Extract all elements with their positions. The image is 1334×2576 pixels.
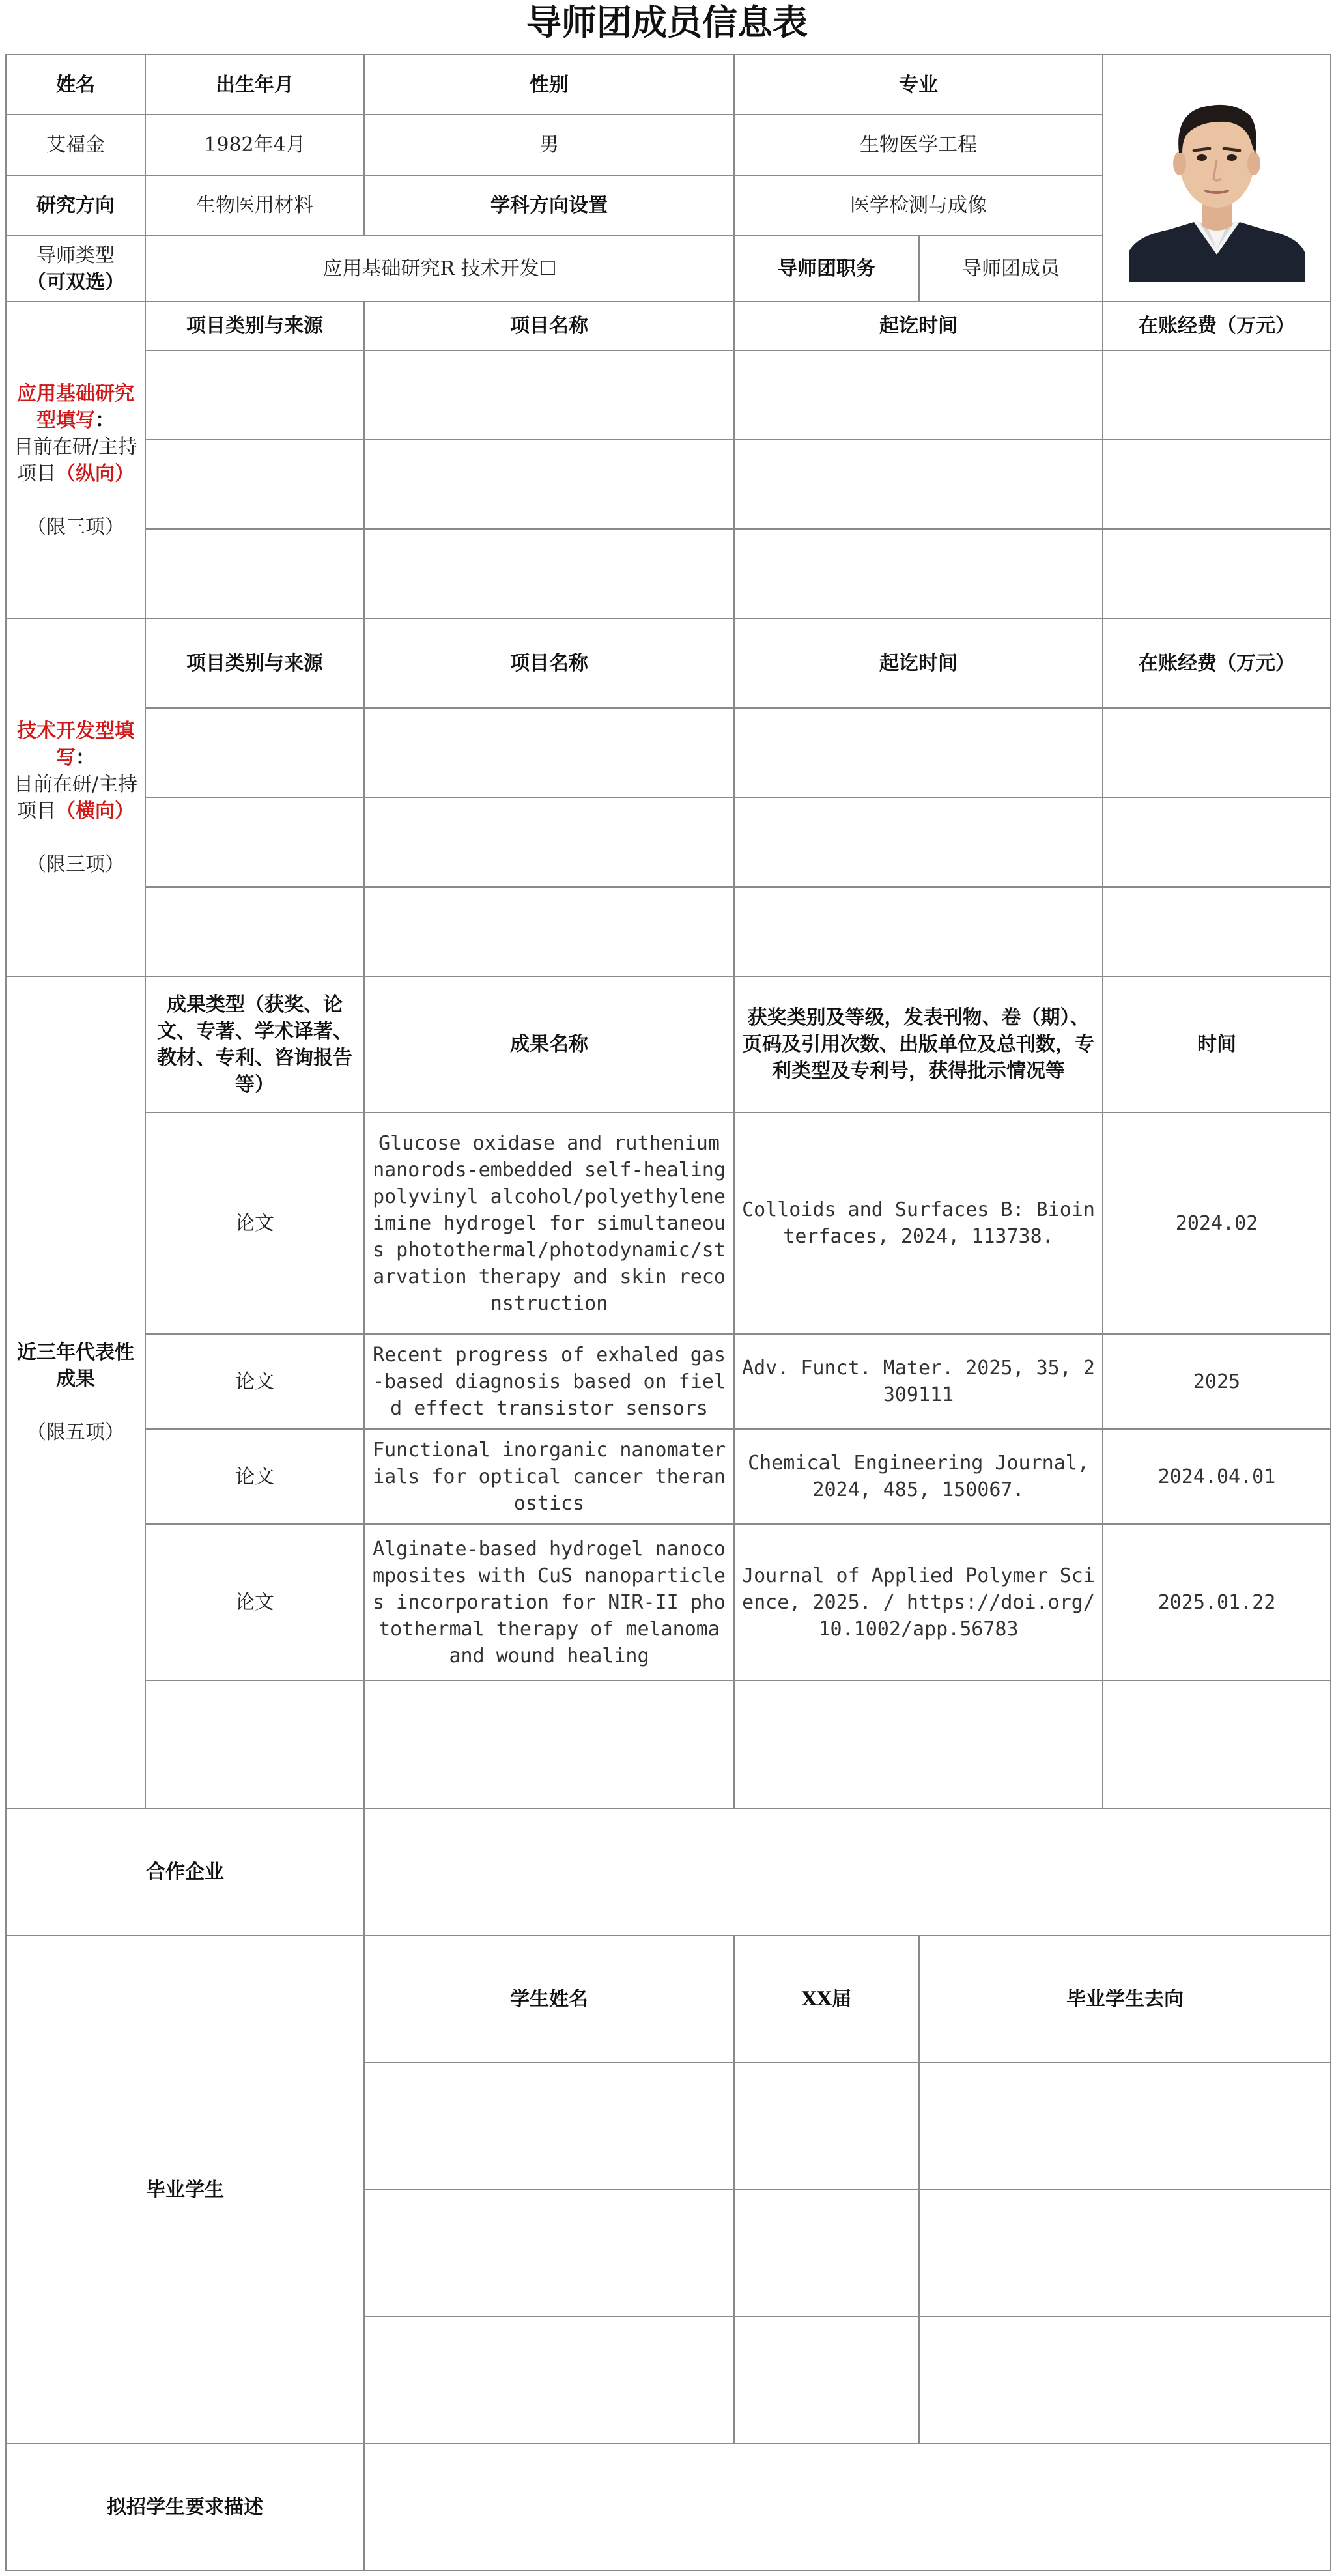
achievement-name: Functional inorganic nanomaterials for optical cancer theranostics: [364, 1429, 734, 1524]
table-row: [6, 1112, 1331, 1334]
tech-limit: （限三项）: [27, 853, 124, 876]
achievements-limit: （限五项）: [27, 1421, 124, 1444]
table-row: [6, 1429, 1331, 1524]
research-label: 研究方向: [6, 175, 145, 236]
gender-value: 男: [364, 115, 734, 175]
table-row: [6, 797, 1331, 887]
tech-label-red: 技术开发型填写: [17, 719, 134, 769]
tech-label-mid: 目前在研/主持项目: [13, 772, 138, 823]
table-row: [6, 529, 1331, 619]
achievement-name: Glucose oxidase and ruthenium nanorods-embedded self-healing polyvinyl alcohol/polyethylene imine hydrogel for simultaneous photothermal/photodynamic/starvation therapy and skin reconstruction: [364, 1112, 734, 1334]
avatar: [1129, 75, 1305, 282]
applied-header-period: 起讫时间: [734, 302, 1103, 350]
achievement-name: Recent progress of exhaled gas-based diagnosis based on field effect transistor sensors: [364, 1334, 734, 1429]
partner-label: 合作企业: [6, 1809, 364, 1936]
graduates-label: 毕业学生: [6, 1936, 364, 2444]
table-row: [6, 1680, 1331, 1809]
supervisor-type-label: [6, 236, 145, 302]
applied-label-direction: （纵向）: [56, 462, 134, 485]
name-label: 姓名: [6, 55, 145, 115]
achievements-title: 近三年代表性成果: [17, 1341, 134, 1391]
achievements-header-detail: 获奖类别及等级，发表刊物、卷（期）、页码及引用次数、出版单位及总刊数，专利类型及专利号，获得批示情况等: [734, 976, 1103, 1112]
major-label: 专业: [734, 55, 1103, 115]
tech-label-colon: ：: [76, 746, 95, 769]
tech-header-category: 项目类别与来源: [145, 619, 364, 708]
page-title: 导师团成员信息表: [526, 2, 808, 43]
team-role-value: 导师团成员: [919, 236, 1103, 302]
achievement-detail: Journal of Applied Polymer Science, 2025. / https://doi.org/10.1002/app.56783: [734, 1524, 1103, 1680]
applied-limit: （限三项）: [27, 515, 124, 539]
achievement-type: 论文: [145, 1112, 364, 1334]
requirements-value: [364, 2444, 1331, 2571]
achievement-time: 2025: [1103, 1334, 1331, 1429]
applied-projects-label: [6, 302, 145, 619]
applied-header-funds: 在账经费（万元）: [1103, 302, 1331, 350]
achievement-type: 论文: [145, 1524, 364, 1680]
tech-header-period: 起讫时间: [734, 619, 1103, 708]
gender-label: 性别: [364, 55, 734, 115]
portrait-photo: [1129, 75, 1305, 282]
applied-label-red: 应用基础研究型填写: [17, 382, 134, 432]
photo-cell: [1103, 55, 1331, 302]
info-form-table: [5, 54, 1331, 2571]
achievement-time: 2025.01.22: [1103, 1524, 1331, 1680]
achievements-header-time: 时间: [1103, 976, 1331, 1112]
tech-header-funds: 在账经费（万元）: [1103, 619, 1331, 708]
research-value: 生物医用材料: [145, 175, 364, 236]
table-row: [6, 887, 1331, 976]
requirements-label: 拟招学生要求描述: [6, 2444, 364, 2571]
table-row: [6, 708, 1331, 797]
applied-header-category: 项目类别与来源: [145, 302, 364, 350]
birth-value: 1982年4月: [145, 115, 364, 175]
graduates-header-destination: 毕业学生去向: [919, 1936, 1331, 2063]
table-row: [6, 1334, 1331, 1429]
major-value: 生物医学工程: [734, 115, 1103, 175]
discipline-label: 学科方向设置: [364, 175, 734, 236]
applied-label-colon: ：: [95, 408, 115, 432]
achievement-name: Alginate-based hydrogel nanocomposites with CuS nanoparticles incorporation for NIR-II photothermal therapy of melanoma and wound healing: [364, 1524, 734, 1680]
achievement-detail: Chemical Engineering Journal, 2024, 485, 150067.: [734, 1429, 1103, 1524]
achievement-time: 2024.04.01: [1103, 1429, 1331, 1524]
team-role-label: 导师团职务: [734, 236, 919, 302]
achievement-type: 论文: [145, 1334, 364, 1429]
table-row: [6, 440, 1331, 529]
table-row: [6, 1524, 1331, 1680]
discipline-value: 医学检测与成像: [734, 175, 1103, 236]
supervisor-type-value: 应用基础研究R 技术开发☐: [145, 236, 734, 302]
achievement-time: 2024.02: [1103, 1112, 1331, 1334]
achievement-type: 论文: [145, 1429, 364, 1524]
achievement-detail: Colloids and Surfaces B: Biointerfaces, 2024, 113738.: [734, 1112, 1103, 1334]
supervisor-type-label-line1: 导师类型: [36, 244, 115, 267]
achievements-header-type: 成果类型（获奖、论文、专著、学术译著、教材、专利、咨询报告等）: [145, 976, 364, 1112]
applied-header-name: 项目名称: [364, 302, 734, 350]
graduates-header-class: XX届: [734, 1936, 919, 2063]
achievement-detail: Adv. Funct. Mater. 2025, 35, 2309111: [734, 1334, 1103, 1429]
tech-projects-label: [6, 619, 145, 976]
applied-label-mid: 目前在研/主持项目: [13, 435, 138, 485]
graduates-header-name: 学生姓名: [364, 1936, 734, 2063]
birth-label: 出生年月: [145, 55, 364, 115]
achievements-header-name: 成果名称: [364, 976, 734, 1112]
name-value: 艾福金: [6, 115, 145, 175]
achievements-label: [6, 976, 145, 1809]
supervisor-type-label-line2: （可双选）: [27, 270, 124, 294]
table-row: [6, 350, 1331, 440]
partner-value: [364, 1809, 1331, 1936]
tech-header-name: 项目名称: [364, 619, 734, 708]
tech-label-direction: （横向）: [56, 799, 134, 823]
